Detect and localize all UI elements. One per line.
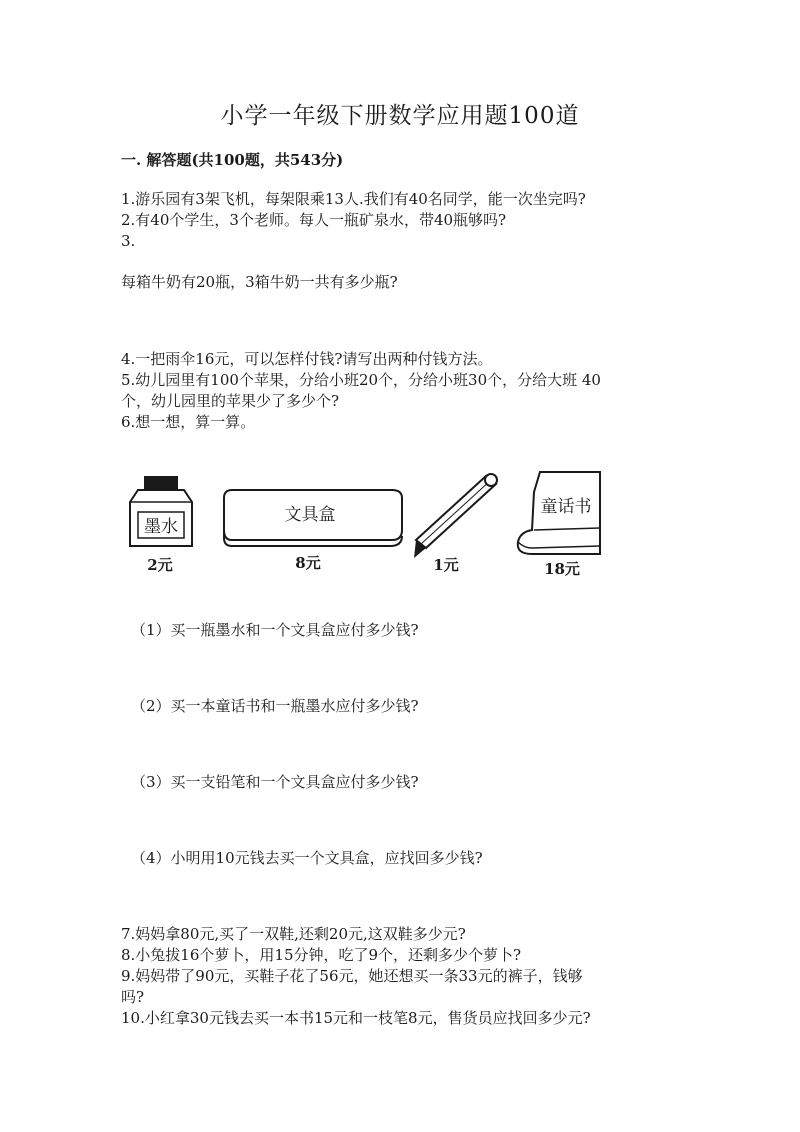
pencil-icon [414,474,497,558]
question-5-line-1: 5.幼儿园里有100个苹果，分给小班20个，分给小班30个，分给大班 40 [121,371,601,389]
question-8: 8.小兔拔16个萝卜，用15分钟，吃了9个，还剩多少个萝卜? [121,946,522,964]
storybook-icon [518,472,600,554]
ink-price: 2元 [147,556,173,574]
storybook-price: 18元 [544,560,580,578]
question-3-number: 3. [121,232,136,250]
pencil-box-label: 文具盒 [284,505,336,525]
ink-bottle-icon [130,476,192,546]
ink-label: 墨水 [144,517,178,537]
section-heading: 一. 解答题(共100题，共543分) [121,151,344,169]
pencil-box-price: 8元 [295,554,321,572]
question-6-sub-3: （3）买一支铅笔和一个文具盒应付多少钱? [131,773,419,791]
page-title: 小学一年级下册数学应用题100道 [220,103,580,129]
stationery-price-figure [120,462,620,587]
question-4: 4.一把雨伞16元，可以怎样付钱?请写出两种付钱方法。 [121,350,493,368]
question-10: 10.小红拿30元钱去买一本书15元和一枝笔8元，售货员应找回多少元? [121,1009,591,1027]
question-1: 1.游乐园有3架飞机，每架限乘13人.我们有40名同学，能一次坐完吗? [121,190,586,208]
question-6-sub-1: （1）买一瓶墨水和一个文具盒应付多少钱? [131,621,419,639]
question-9-line-1: 9.妈妈带了90元，买鞋子花了56元，她还想买一条33元的裤子，钱够 [121,967,583,985]
question-6: 6.想一想，算一算。 [121,413,256,431]
question-3-text: 每箱牛奶有20瓶，3箱牛奶一共有多少瓶? [121,273,398,291]
pencil-price: 1元 [433,556,459,574]
question-9-line-2: 吗? [121,988,145,1006]
question-5-line-2: 个，幼儿园里的苹果少了多少个? [121,392,340,410]
pencil-box-icon [224,490,402,546]
storybook-label: 童话书 [540,497,592,517]
question-6-sub-2: （2）买一本童话书和一瓶墨水应付多少钱? [131,697,419,715]
question-7: 7.妈妈拿80元,买了一双鞋,还剩20元,这双鞋多少元? [121,925,466,943]
question-6-sub-4: （4）小明用10元钱去买一个文具盒，应找回多少钱? [131,849,483,867]
question-2: 2.有40个学生，3个老师。每人一瓶矿泉水，带40瓶够吗? [121,211,507,229]
